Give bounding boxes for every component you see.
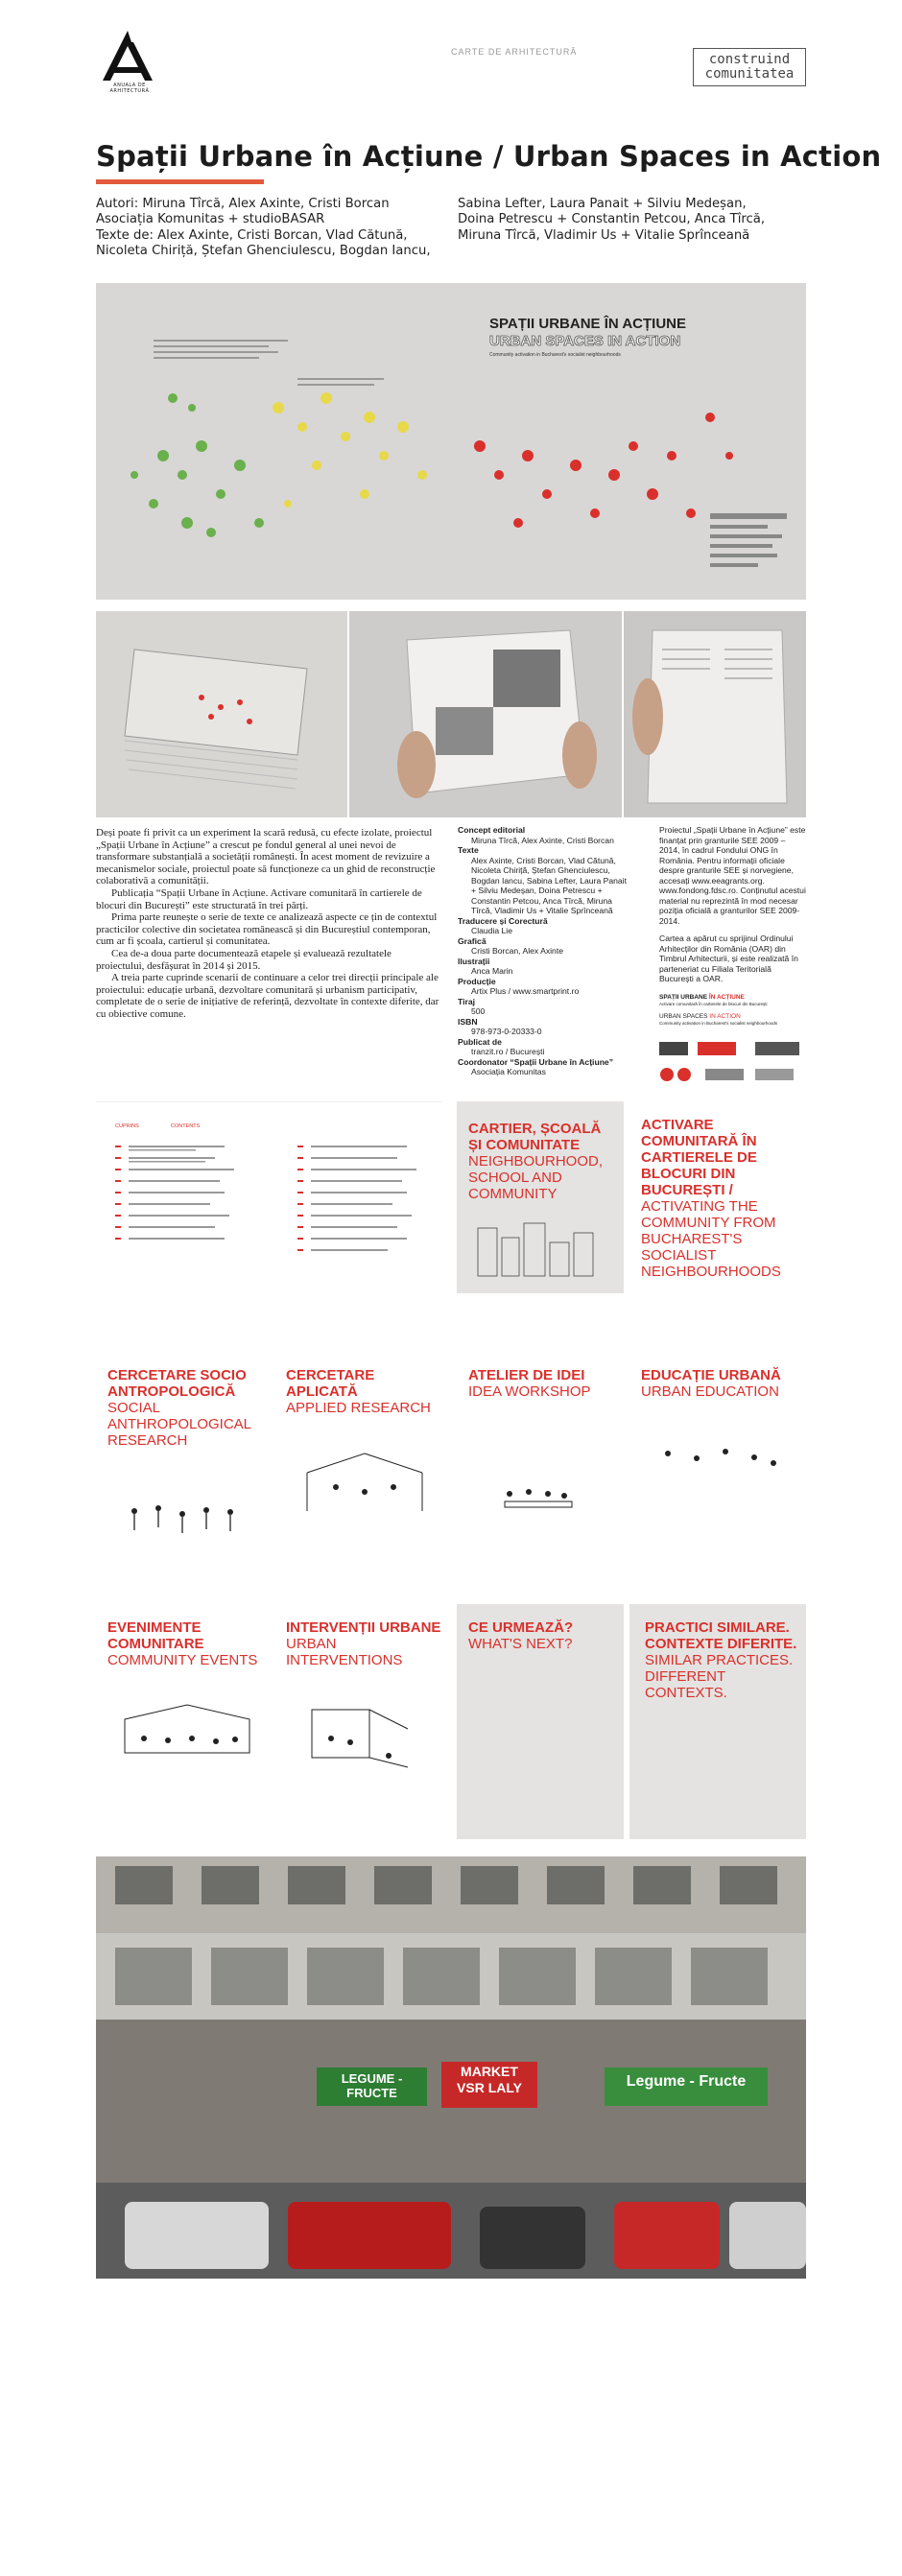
colophon-label: Traducere și Corectură — [458, 915, 548, 926]
spread-text — [468, 1121, 617, 1202]
colophon-label: ISBN — [458, 1016, 478, 1027]
colophon-book-title-en-a: URBAN SPACES — [659, 1012, 710, 1020]
spread-text — [107, 1367, 271, 1449]
description-paragraph: Prima parte reunește o serie de texte ce analizează aspecte ce țin de contextul practicilor colective din societatea românească și din Bucureștiul contemporan, cum ar fi școala, cartierul și comunitatea. — [96, 911, 438, 948]
figures-sketch — [115, 1497, 259, 1545]
credit-line: Asociația Komunitas + studioBASAR — [96, 212, 325, 227]
cover-title-ro: SPAȚII URBANE ÎN ACȚIUNE — [489, 316, 687, 332]
cover-illustration — [96, 283, 806, 600]
colophon-entry — [458, 936, 630, 957]
credit-line: Autori: Miruna Tîrcă, Alex Axinte, Cristi Borcan — [96, 197, 390, 211]
spread-heading: CERCETARE SOCIO ANTROPOLOGICĂ — [107, 1367, 247, 1400]
colophon-label: Texte — [458, 845, 479, 855]
spread-subheading: IDEA WORKSHOP — [468, 1383, 591, 1400]
colophon-label: Producție — [458, 976, 496, 986]
spread-text — [641, 1367, 804, 1400]
sponsor-logos — [659, 1034, 803, 1092]
colophon-book-subtitle-en: Community activation in Bucharest's socialist neighbourhoods — [659, 1020, 778, 1026]
colophon-value: Anca Marin — [471, 966, 513, 976]
open-book-text-image — [624, 611, 806, 817]
description-paragraph: Cea de-a doua parte documentează etapele și evaluează rezultatele proiectului, desfășurat în 2014 și 2015. — [96, 947, 392, 972]
spread-practici — [629, 1604, 806, 1839]
spread-heading: ATELIER DE IDEI — [468, 1367, 585, 1383]
workshop-sketch — [495, 1482, 582, 1521]
colophon-entry — [458, 1017, 630, 1037]
spread-cartier — [457, 1101, 624, 1293]
spread-subheading: SOCIAL ANTHROPOLOGICAL RESEARCH — [107, 1400, 251, 1449]
partner-logo-line1: construind — [708, 52, 791, 67]
spread-subheading: COMMUNITY EVENTS — [107, 1652, 258, 1668]
spread-heading: CE URMEAZĂ? — [468, 1619, 574, 1636]
toc-label-ro: CUPRINS — [115, 1123, 139, 1129]
cover-subtitle: Community activation in Bucharest's socialist neighbourhoods — [489, 352, 621, 358]
colophon-entry — [458, 997, 630, 1017]
spread-subheading: APPLIED RESEARCH — [286, 1400, 431, 1416]
photo-book-stack — [96, 611, 347, 817]
spread-text — [286, 1367, 449, 1416]
funding-info — [659, 825, 806, 1094]
spread-text — [641, 1117, 795, 1280]
book-stack-image — [96, 611, 347, 817]
spread-text — [286, 1619, 449, 1668]
shop-sign-legume: LEGUME - FRUCTE — [341, 2071, 403, 2100]
logo-a-icon — [97, 29, 158, 83]
credit-line: Sabina Lefter, Laura Panait + Silviu Medeșan, — [458, 197, 747, 211]
colophon-value: Alex Axinte, Cristi Borcan, Vlad Cătună, Nicoleta Chiriță, Ștefan Ghenciulescu, Bogdan Iancu, Sabina Lefter, Laura Panait + Silviu Medeșan, Doina Petrescu + Constantin Petcou, Anca Tîrcă, Miruna Tîrcă, Vladimir Us + Vitalie Sprînceană — [471, 855, 627, 915]
photo-book-open-1 — [349, 611, 622, 817]
spread-cercetare-aplicata — [278, 1358, 451, 1588]
spread-text — [645, 1619, 803, 1701]
partner-logo-line2: comunitatea — [704, 66, 795, 82]
colophon-book-title-ro — [659, 994, 806, 1002]
colophon-value: Claudia Lie — [471, 926, 512, 935]
colophon-value: 978-973-0-20333-0 — [471, 1027, 542, 1036]
description — [96, 827, 441, 1021]
spread-subheading: URBAN INTERVENTIONS — [286, 1636, 403, 1668]
shop-sign-market: MARKET VSR LALY — [457, 2064, 522, 2095]
credit-line: Texte de: Alex Axinte, Cristi Borcan, Vlad Cătună, — [96, 227, 408, 243]
interventions-sketch — [293, 1700, 437, 1777]
colophon-label: Coordonator “Spații Urbane în Acțiune” — [458, 1056, 614, 1067]
events-sketch — [115, 1700, 259, 1767]
tent-sketch — [288, 1434, 441, 1521]
spread-heading: ACTIVARE COMUNITARĂ ÎN CARTIERELE DE BLOCURI DIN BUCUREȘTI / — [641, 1117, 757, 1198]
colophon-book-title-en — [659, 1013, 806, 1021]
spread-atelier — [457, 1358, 624, 1588]
spread-heading: INTERVENȚII URBANE — [286, 1619, 441, 1636]
colophon-label: Grafică — [458, 935, 487, 946]
photo-book-open-2 — [624, 611, 806, 817]
colophon-value: 500 — [471, 1006, 486, 1016]
colophon-value: Asociația Komunitas — [471, 1067, 546, 1076]
toc-label-en: CONTENTS — [171, 1123, 201, 1129]
colophon-value: tranzit.ro / București — [471, 1047, 545, 1056]
credits-left — [96, 197, 431, 260]
spread-heading: EVENIMENTE COMUNITARE — [107, 1619, 204, 1652]
spread-subheading: ACTIVATING THE COMMUNITY FROM BUCHAREST'S SOCIALIST NEIGHBOURHOODS — [641, 1198, 781, 1280]
spread-text — [468, 1619, 622, 1652]
description-paragraph: A treia parte cuprinde scenarii de continuare a celor trei direcții principale ale proiectului: educație urbană, dezvoltare comunitară și urbanism participativ, completate de o serie de inițiative de referință, dezvoltate în contexte diferite, dar cu obiective comune. — [96, 972, 439, 1020]
cover-panel — [96, 283, 806, 600]
credit-line: Doina Petrescu + Constantin Petcou, Anca Tîrcă, — [458, 212, 766, 227]
colophon-entry — [458, 957, 630, 977]
colophon-value: Artix Plus / www.smartprint.ro — [471, 986, 580, 996]
colophon-value: Miruna Tîrcă, Alex Axinte, Cristi Borcan — [471, 835, 614, 845]
colophon-book-title-en-b: IN ACTION — [709, 1012, 741, 1020]
spread-educatie — [629, 1358, 806, 1588]
colophon-entry — [458, 825, 630, 845]
colophon — [458, 825, 630, 1077]
spread-subheading: WHAT'S NEXT? — [468, 1636, 573, 1652]
description-paragraph: Deși poate fi privit ca un experiment la scară redusă, cu efecte izolate, proiectul „Spații Urbane în Acțiune” a crescut pe fondul general al unei nevoi de transformare substanțială a societății românești. În acest moment de revizuire a mecanismelor sociale, proiectul poate să funcționeze ca un ghid de reconstrucție colaborativă a comunității. — [96, 827, 436, 887]
description-paragraph: Publicația “Spații Urbane în Acțiune. Activare comunitară în cartierele de blocuri din București” este structurată în trei părți. — [96, 886, 422, 911]
funding-text: Proiectul „Spații Urbane în Acțiune” este finanțat prin granturile SEE 2009 – 2014, în cadrul Fondului ONG în România. Pentru informații oficiale despre granturile SEE și norvegiene, accesați www.eeagrants.org. www.fondong.fdsc.ro. Conținutul acestui material nu reprezintă în mod necesar poziția oficială a granturilor SEE 2009-2014. — [659, 825, 806, 926]
spread-evenimente — [96, 1604, 273, 1839]
colophon-entry — [458, 1037, 630, 1057]
title-underline — [96, 179, 264, 184]
colophon-label: Publicat de — [458, 1036, 502, 1047]
colophon-entry — [458, 845, 630, 916]
spread-text — [468, 1367, 622, 1400]
open-book-image — [349, 611, 622, 817]
colophon-entry — [458, 916, 630, 936]
colophon-entry — [458, 977, 630, 997]
partner-logo — [693, 48, 806, 86]
spread-ce-urmeaza — [457, 1604, 624, 1839]
spread-heading: CARTIER, ȘCOALĂ ȘI COMUNITATE — [468, 1121, 602, 1153]
colophon-book-title-ro-a: SPAȚII URBANE — [659, 993, 709, 1001]
education-sketch — [649, 1434, 793, 1492]
spread-subheading: URBAN EDUCATION — [641, 1383, 779, 1400]
credit-line: Nicoleta Chiriță, Ștefan Ghenciulescu, Bogdan Iancu, — [96, 244, 431, 259]
colophon-entry — [458, 1057, 630, 1077]
photo-apartment-block — [96, 1856, 806, 2279]
credit-line: Miruna Tîrcă, Vladimir Us + Vitalie Sprînceană — [458, 227, 750, 243]
spread-subheading: SIMILAR PRACTICES. DIFFERENT CONTEXTS. — [645, 1652, 794, 1701]
credits-right — [458, 197, 765, 244]
city-sketch — [468, 1218, 612, 1286]
cover-title-en: URBAN SPACES IN ACTION — [489, 333, 681, 349]
colophon-value: Cristi Borcan, Alex Axinte — [471, 946, 564, 956]
toc-spread — [96, 1101, 441, 1293]
shop-sign-legume-fructe: Legume - Fructe — [626, 2073, 747, 2090]
spread-activare — [624, 1101, 806, 1293]
section-label: CARTE DE ARHITECTURĂ — [451, 47, 578, 57]
toc-lines — [115, 1141, 441, 1285]
colophon-label: Tiraj — [458, 996, 475, 1006]
spread-interventii — [278, 1604, 451, 1839]
spread-text — [107, 1619, 271, 1668]
page-title: Spații Urbane în Acțiune / Urban Spaces in Action — [96, 140, 882, 173]
spread-heading: EDUCAȚIE URBANĂ — [641, 1367, 781, 1383]
colophon-label: Ilustrații — [458, 956, 490, 966]
colophon-label: Concept editorial — [458, 825, 526, 835]
spread-cercetare-socio — [96, 1358, 273, 1588]
spread-heading: PRACTICI SIMILARE. CONTEXTE DIFERITE. — [645, 1619, 797, 1652]
spread-heading: CERCETARE APLICATĂ — [286, 1367, 375, 1400]
colophon-book-title-ro-b: ÎN ACȚIUNE — [708, 993, 745, 1001]
spread-subheading: NEIGHBOURHOOD, SCHOOL AND COMMUNITY — [468, 1153, 604, 1202]
colophon-book-subtitle-ro: Activare comunitară în cartierele de blocuri din București — [659, 1001, 768, 1006]
sponsor-text: Cartea a apărut cu sprijinul Ordinului Arhitecților din România (OAR) din Timbrul Arhitecturii, și este realizată în parteneriat cu Filiala Teritorială București a OAR. — [659, 934, 798, 983]
logo-caption: ANUALA DE ARHITECTURĂ — [109, 83, 150, 94]
